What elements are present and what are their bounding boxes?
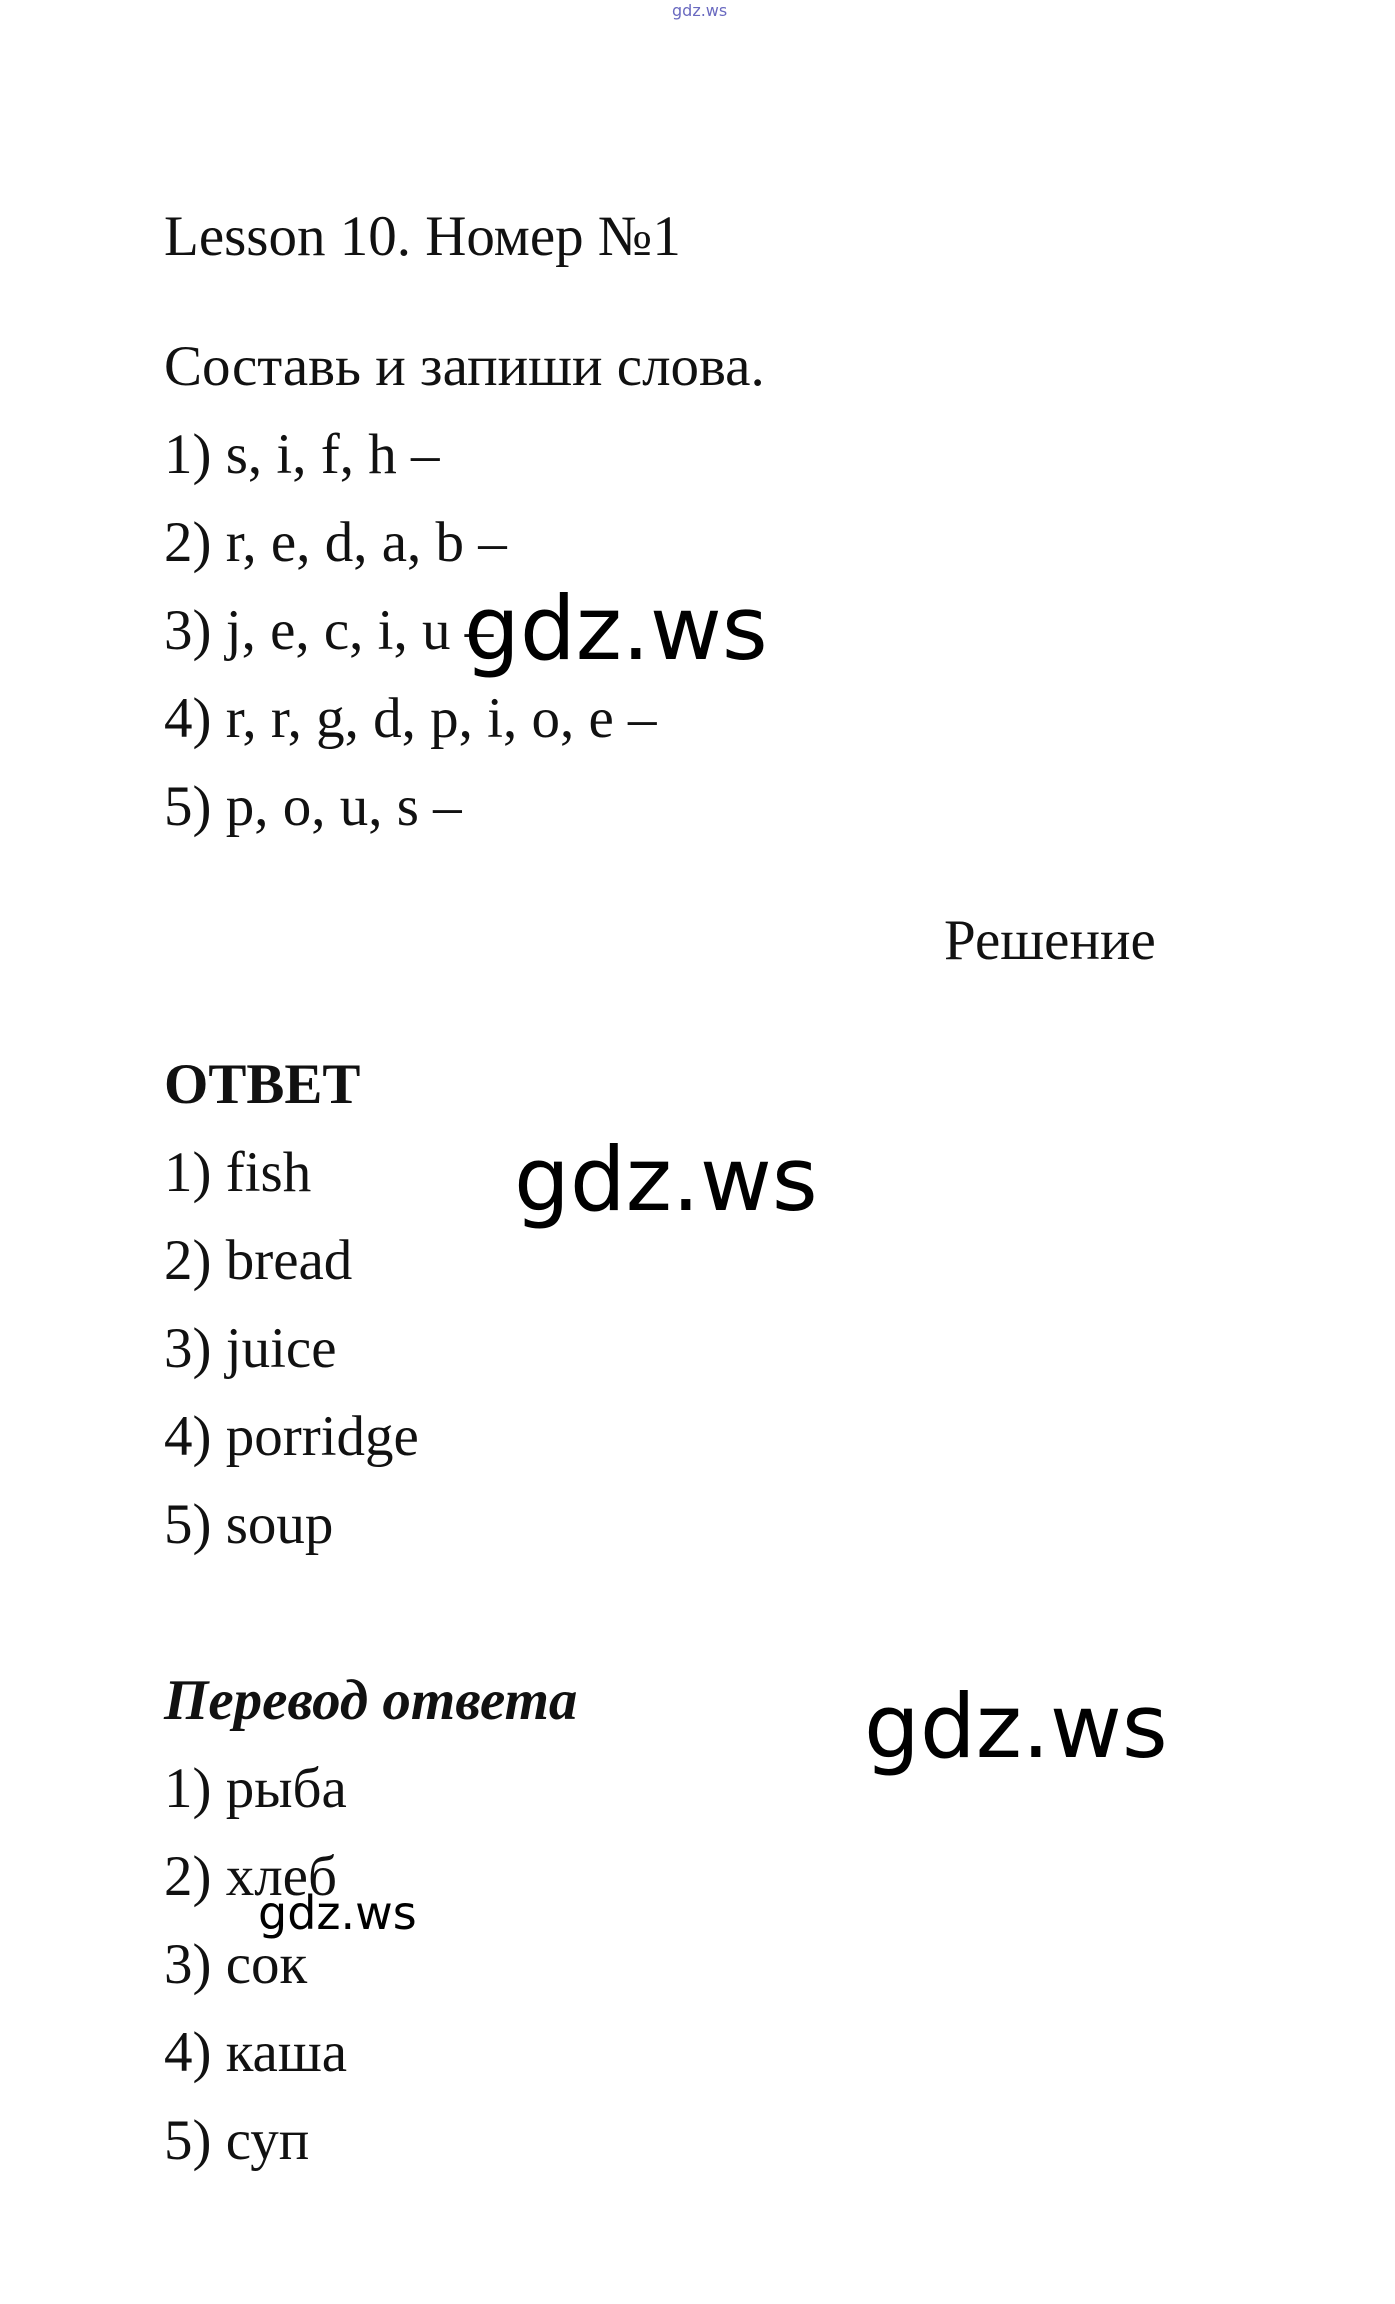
translation-item-2: 2) хлеб xyxy=(164,1845,337,1908)
watermark: gdz.ws xyxy=(258,1886,417,1940)
translation-item-1: 1) рыба xyxy=(164,1757,347,1820)
task-item-3: 3) j, e, c, i, u – xyxy=(164,599,494,662)
answer-item-5: 5) soup xyxy=(164,1493,334,1556)
watermark: gdz.ws xyxy=(864,1675,1168,1778)
answer-item-2: 2) bread xyxy=(164,1229,353,1292)
translation-item-5: 5) суп xyxy=(164,2109,310,2172)
answer-item-3: 3) juice xyxy=(164,1317,337,1380)
translation-heading: Перевод ответа xyxy=(164,1669,578,1732)
page-title: Lesson 10. Номер №1 xyxy=(164,205,681,268)
solution-label: Решение xyxy=(944,909,1156,972)
answer-item-1: 1) fish xyxy=(164,1141,312,1204)
translation-item-3: 3) сок xyxy=(164,1933,308,1996)
watermark: gdz.ws xyxy=(514,1128,818,1231)
task-item-2: 2) r, e, d, a, b – xyxy=(164,511,507,574)
watermark: gdz.ws xyxy=(464,577,768,680)
answer-item-4: 4) porridge xyxy=(164,1405,419,1468)
task-instruction: Составь и запиши слова. xyxy=(164,335,765,398)
answer-heading: ОТВЕТ xyxy=(164,1053,361,1116)
task-item-5: 5) p, o, u, s – xyxy=(164,775,462,838)
watermark-top: gdz.ws xyxy=(672,1,728,20)
task-item-1: 1) s, i, f, h – xyxy=(164,423,440,486)
translation-item-4: 4) каша xyxy=(164,2021,348,2084)
task-item-4: 4) r, r, g, d, p, i, o, e – xyxy=(164,687,657,750)
